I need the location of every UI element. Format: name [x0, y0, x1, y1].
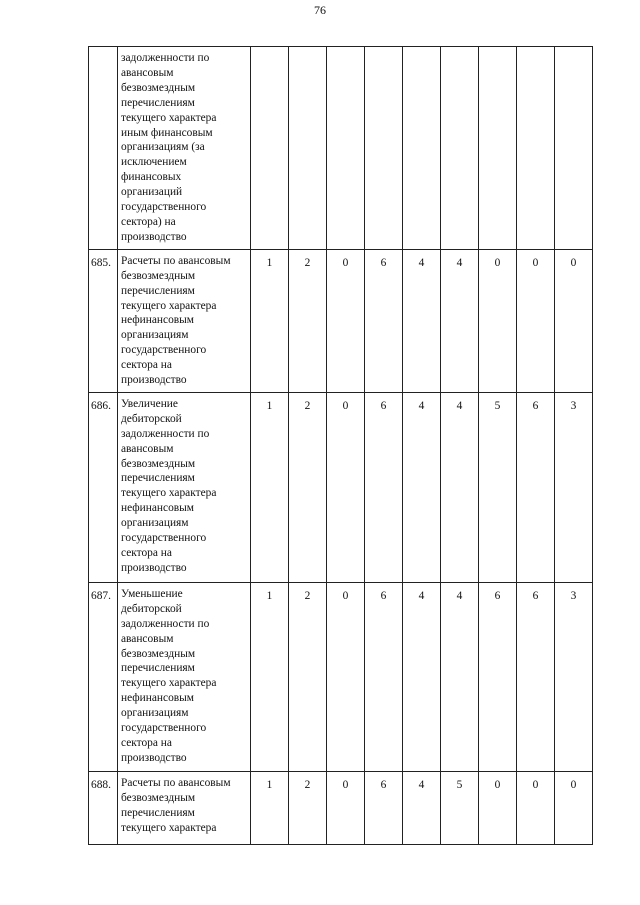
row-name: задолженности по авансовым безвозмездным перечислениям текущего характера иным финансовым организациям (за исключением финансовых организаций государственного сектора) на производство [121, 52, 217, 243]
row-number: 688. [89, 771, 118, 844]
code-digit-7: 0 [479, 771, 517, 844]
code-digit-6 [441, 47, 479, 250]
code-digit-4: 6 [365, 392, 403, 582]
code-digit-9 [555, 47, 593, 250]
page-number: 76 [314, 3, 326, 17]
code-digit-3: 0 [327, 771, 365, 844]
code-digit-4: 6 [365, 249, 403, 392]
row-number: 686. [89, 392, 118, 582]
code-digit-8: 6 [517, 392, 555, 582]
code-digit-5: 4 [403, 392, 441, 582]
row-name: Уменьшение дебиторской задолженности по авансовым безвозмездным перечислениям текущего характера нефинансовым организациям государственного сектора на производство [121, 587, 217, 764]
code-digit-6: 4 [441, 392, 479, 582]
code-digit-1: 1 [251, 249, 289, 392]
code-digit-9: 0 [555, 771, 593, 844]
code-digit-6: 4 [441, 249, 479, 392]
row-number: 687. [89, 582, 118, 771]
code-digit-9: 0 [555, 249, 593, 392]
table-row [89, 771, 593, 844]
code-digit-8 [517, 47, 555, 250]
row-number: 685. [89, 249, 118, 392]
code-digit-7: 6 [479, 582, 517, 771]
code-digit-6: 5 [441, 771, 479, 844]
row-name: Расчеты по авансовым безвозмездным перечислениям текущего характера [121, 776, 231, 834]
code-digit-4: 6 [365, 582, 403, 771]
code-digit-1: 1 [251, 392, 289, 582]
table-row [89, 392, 593, 582]
row-name-cell [118, 582, 251, 771]
code-digit-5: 4 [403, 771, 441, 844]
code-digit-8: 6 [517, 582, 555, 771]
code-digit-7: 0 [479, 249, 517, 392]
row-name-cell [118, 249, 251, 392]
code-digit-3: 0 [327, 582, 365, 771]
code-digit-3: 0 [327, 249, 365, 392]
code-digit-6: 4 [441, 582, 479, 771]
code-digit-9: 3 [555, 582, 593, 771]
table-row [89, 47, 593, 250]
code-digit-1: 1 [251, 582, 289, 771]
code-digit-1 [251, 47, 289, 250]
code-digit-7 [479, 47, 517, 250]
code-digit-2: 2 [289, 392, 327, 582]
code-digit-7: 5 [479, 392, 517, 582]
code-digit-5: 4 [403, 582, 441, 771]
table-row [89, 582, 593, 771]
code-digit-8: 0 [517, 249, 555, 392]
table-row [89, 249, 593, 392]
row-name-cell [118, 771, 251, 844]
accounts-table [88, 46, 593, 845]
accounts-table-body [89, 47, 593, 845]
code-digit-2: 2 [289, 771, 327, 844]
row-name: Увеличение дебиторской задолженности по авансовым безвозмездным перечислениям текущего характера нефинансовым организациям государственного сектора на производство [121, 397, 217, 574]
code-digit-3: 0 [327, 392, 365, 582]
code-digit-9: 3 [555, 392, 593, 582]
row-name-cell [118, 392, 251, 582]
code-digit-8: 0 [517, 771, 555, 844]
row-name-cell [118, 47, 251, 250]
code-digit-5 [403, 47, 441, 250]
code-digit-2 [289, 47, 327, 250]
code-digit-1: 1 [251, 771, 289, 844]
code-digit-5: 4 [403, 249, 441, 392]
code-digit-4: 6 [365, 771, 403, 844]
row-number [89, 47, 118, 250]
row-name: Расчеты по авансовым безвозмездным перечислениям текущего характера нефинансовым организациям государственного сектора на производство [121, 254, 231, 387]
code-digit-3 [327, 47, 365, 250]
code-digit-4 [365, 47, 403, 250]
code-digit-2: 2 [289, 582, 327, 771]
code-digit-2: 2 [289, 249, 327, 392]
